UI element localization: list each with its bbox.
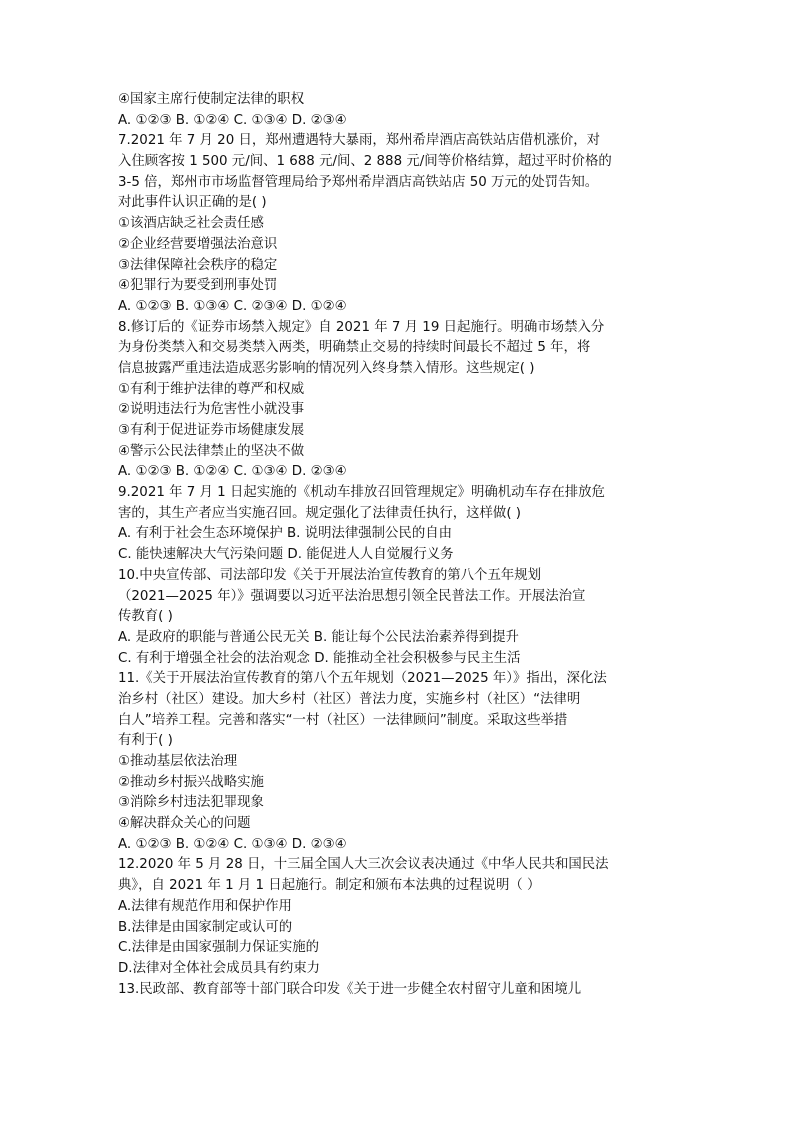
statement-line: ①推动基层依法治理 [118,754,238,769]
text-line: 治乡村（社区）建设。加大乡村（社区）普法力度，实施乡村（社区）“法律明 [118,691,581,707]
text-line: 对此事件认识正确的是( ) [118,195,267,211]
statement-line: ③有利于促进证券市场健康发展 [118,423,305,438]
statement-line: ①有利于维护法律的尊严和权威 [118,381,305,397]
question-text-block [118,90,688,1000]
answer-options-line: A. 有利于社会生态环境保护 B. 说明法律强制公民的自由 [118,526,452,542]
statement-line: ③消除乡村违法犯罪现象 [118,795,264,811]
text-line: 信息披露严重违法造成恶劣影响的情况列入终身禁入情形。这些规定( ) [118,360,535,376]
text-line: 传教育( ) [118,609,173,625]
statement-line: ③法律保障社会秩序的稳定 [118,257,278,273]
statement-line: ④犯罪行为要受到刑事处罚 [118,278,278,294]
statement-line: ④解决群众关心的问题 [118,816,251,832]
question-9-line: 9.2021 年 7 月 1 日起实施的《机动车排放召回管理规定》明确机动车存在排放危 [118,485,605,501]
statement-line: ②企业经营要增强法治意识 [118,236,278,252]
text-line: （2021—2025 年）》强调要以习近平法治思想引领全民普法工作。开展法治宣 [118,588,586,604]
statement-line: ④警示公民法律禁止的坚决不做 [118,443,305,459]
text-line: 为身份类禁入和交易类禁入两类，明确禁止交易的持续时间最长不超过 5 年，将 [118,340,591,356]
answer-options-line: A. ①②③ B. ①②④ C. ①③④ D. ②③④ [118,836,347,852]
answer-options-line: A. 是政府的职能与普通公民无关 B. 能让每个公民法治素养得到提升 [118,629,519,645]
text-line: 害的，其生产者应当实施召回。规定强化了法律责任执行，这样做( ) [118,505,522,521]
text-line: 白人”培养工程。完善和落实“一村（社区）一法律顾问”制度。采取这些举措 [118,712,568,728]
text-line: ④国家主席行使制定法律的职权 [118,92,305,107]
answer-options-line: A. ①②③ B. ①②④ C. ①③④ D. ②③④ [118,112,347,128]
text-line: 入住顾客按 1 500 元/间、1 688 元/间、2 888 元/间等价格结算，超过平时价格的 [118,154,612,170]
answer-option-c: C.法律是由国家强制力保证实施的 [118,940,320,956]
statement-line: ②说明违法行为危害性小就没事 [118,402,305,418]
answer-option-d: D.法律对全体社会成员具有约束力 [118,960,321,976]
answer-options-line: A. ①②③ B. ①②④ C. ①③④ D. ②③④ [118,464,347,480]
question-13-line: 13.民政部、教育部等十部门联合印发《关于进一步健全农村留守儿童和困境儿 [118,981,582,997]
answer-option-a: A.法律有规范作用和保护作用 [118,898,292,914]
question-7-line: 7.2021 年 7 月 20 日，郑州遭遇特大暴雨，郑州希岸酒店高铁站店借机涨价，对 [118,133,601,149]
answer-options-line: A. ①②③ B. ①③④ C. ②③④ D. ①②④ [118,298,347,314]
question-8-line: 8.修订后的《证券市场禁入规定》自 2021 年 7 月 19 日起施行。明确市场禁入分 [118,319,605,335]
answer-options-line: C. 有利于增强全社会的法治观念 D. 能推动全社会积极参与民主生活 [118,650,521,666]
question-11-line: 11.《关于开展法治宣传教育的第八个五年规划（2021—2025 年）》指出，深化法 [118,671,607,687]
answer-options-line: C. 能快速解决大气污染问题 D. 能促进人人自觉履行义务 [118,547,454,563]
text-line: 有利于( ) [118,733,173,749]
statement-line: ②推动乡村振兴战略实施 [118,774,264,790]
question-10-line: 10.中央宣传部、司法部印发《关于开展法治宣传教育的第八个五年规划 [118,567,542,583]
answer-option-b: B.法律是由国家制定或认可的 [118,919,293,935]
text-line: 典》，自 2021 年 1 月 1 日起施行。制定和颁布本法典的过程说明（ ） [118,878,541,894]
text-line: 3-5 倍，郑州市市场监督管理局给予郑州希岸酒店高铁站店 50 万元的处罚告知。 [118,174,599,190]
question-12-line: 12.2020 年 5 月 28 日，十三届全国人大三次会议表决通过《中华人民共和国民法 [118,857,609,873]
statement-line: ①该酒店缺乏社会责任感 [118,216,264,232]
